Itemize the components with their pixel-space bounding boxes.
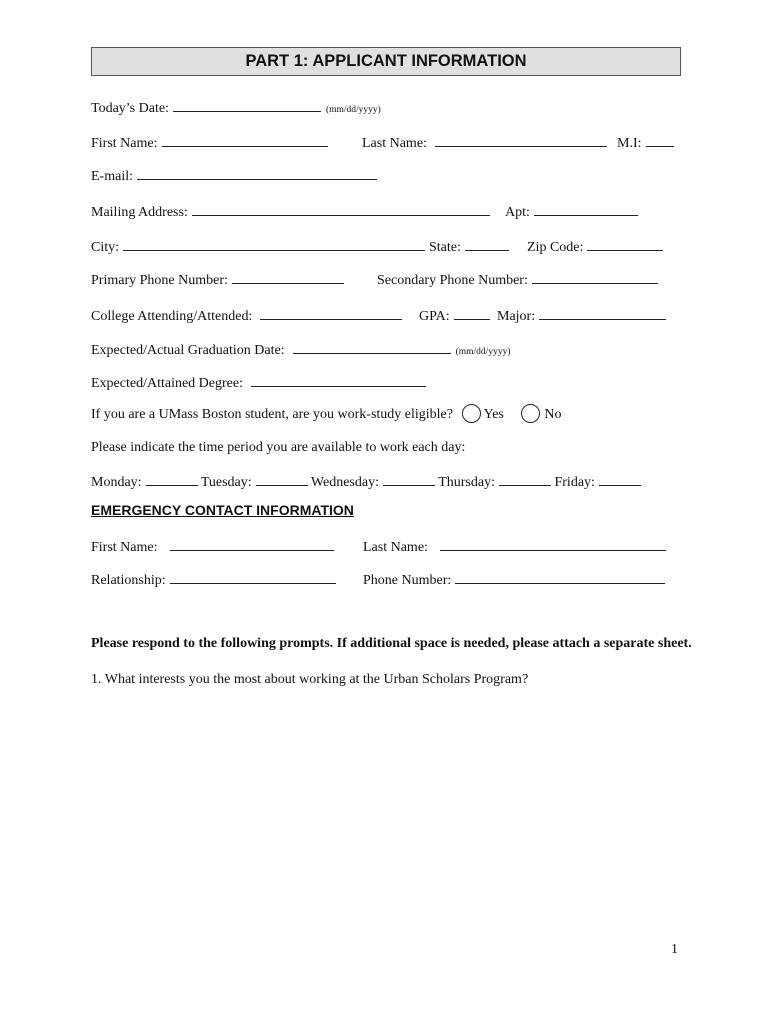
gpa-field[interactable] xyxy=(454,305,490,320)
zip-label: Zip Code: xyxy=(527,240,584,255)
state-label: State: xyxy=(429,240,461,255)
emergency-relationship-row xyxy=(91,569,691,589)
email-label: E-mail: xyxy=(91,169,133,184)
grad-date-field[interactable] xyxy=(293,339,451,354)
mi-label: M.I: xyxy=(617,136,642,151)
city-field[interactable] xyxy=(123,236,425,251)
email-field[interactable] xyxy=(137,165,377,180)
work-study-row xyxy=(91,405,561,425)
page-number: 1 xyxy=(671,942,678,957)
first-name-label: First Name: xyxy=(91,136,158,151)
emergency-last-name-field[interactable] xyxy=(440,536,666,551)
thursday-field[interactable] xyxy=(499,471,551,486)
emergency-phone-field[interactable] xyxy=(455,569,665,584)
grad-date-row xyxy=(91,339,510,359)
days-row xyxy=(91,471,641,491)
last-name-field[interactable] xyxy=(435,132,607,147)
monday-field[interactable] xyxy=(146,471,198,486)
emergency-first-name-label: First Name: xyxy=(91,540,158,555)
thursday-label: Thursday: xyxy=(438,475,495,490)
time-period-instruction xyxy=(91,438,465,458)
prompt-question-1: 1. What interests you the most about working at the Urban Scholars Program? xyxy=(91,672,529,687)
primary-phone-field[interactable] xyxy=(232,269,344,284)
degree-label: Expected/Attained Degree: xyxy=(91,376,243,391)
apt-field[interactable] xyxy=(534,201,638,216)
tuesday-label: Tuesday: xyxy=(200,475,252,490)
last-name-label: Last Name: xyxy=(362,136,427,151)
secondary-phone-label: Secondary Phone Number: xyxy=(377,273,528,288)
relationship-field[interactable] xyxy=(170,569,336,584)
prompts-instruction: Please respond to the following prompts. If additional space is needed, please attach a separate sheet. xyxy=(91,636,692,651)
name-row xyxy=(91,132,691,152)
tuesday-field[interactable] xyxy=(256,471,308,486)
mailing-address-field[interactable] xyxy=(192,201,490,216)
grad-date-hint: (mm/dd/yyyy) xyxy=(455,347,511,357)
todays-date-field[interactable] xyxy=(173,97,321,112)
grad-date-label: Expected/Actual Graduation Date: xyxy=(91,343,285,358)
primary-phone-label: Primary Phone Number: xyxy=(91,273,228,288)
work-study-no-radio[interactable] xyxy=(521,404,540,423)
relationship-label: Relationship: xyxy=(91,573,166,588)
todays-date-label: Today’s Date: xyxy=(91,101,169,116)
friday-label: Friday: xyxy=(554,475,595,490)
mi-field[interactable] xyxy=(646,132,674,147)
major-label: Major: xyxy=(497,309,536,324)
apt-label: Apt: xyxy=(505,205,530,220)
college-label: College Attending/Attended: xyxy=(91,309,253,324)
degree-field[interactable] xyxy=(251,372,426,387)
time-period-label: Please indicate the time period you are available to work each day: xyxy=(91,440,466,455)
wednesday-label: Wednesday: xyxy=(310,475,379,490)
phone-row xyxy=(91,269,691,289)
page-title: PART 1: APPLICANT INFORMATION xyxy=(91,47,681,76)
gpa-label: GPA: xyxy=(419,309,450,324)
city-label: City: xyxy=(91,240,120,255)
emergency-last-name-label: Last Name: xyxy=(363,540,428,555)
college-row xyxy=(91,305,691,325)
email-row xyxy=(91,165,377,185)
mailing-address-label: Mailing Address: xyxy=(91,205,188,220)
work-study-no-label: No xyxy=(544,407,562,422)
zip-field[interactable] xyxy=(587,236,663,251)
state-field[interactable] xyxy=(465,236,509,251)
work-study-yes-radio[interactable] xyxy=(462,404,481,423)
mailing-address-row xyxy=(91,201,691,221)
friday-field[interactable] xyxy=(599,471,641,486)
emergency-name-row xyxy=(91,536,691,556)
degree-row xyxy=(91,372,426,392)
work-study-yes-label: Yes xyxy=(483,407,504,422)
emergency-phone-label: Phone Number: xyxy=(363,573,452,588)
work-study-question: If you are a UMass Boston student, are you work-study eligible? xyxy=(91,407,453,422)
emergency-contact-heading: EMERGENCY CONTACT INFORMATION xyxy=(91,502,354,518)
secondary-phone-field[interactable] xyxy=(532,269,658,284)
wednesday-field[interactable] xyxy=(383,471,435,486)
college-field[interactable] xyxy=(260,305,402,320)
major-field[interactable] xyxy=(539,305,666,320)
monday-label: Monday: xyxy=(91,475,142,490)
todays-date-row xyxy=(91,97,381,117)
first-name-field[interactable] xyxy=(162,132,328,147)
city-row xyxy=(91,236,691,256)
emergency-first-name-field[interactable] xyxy=(170,536,334,551)
todays-date-hint: (mm/dd/yyyy) xyxy=(325,105,381,115)
